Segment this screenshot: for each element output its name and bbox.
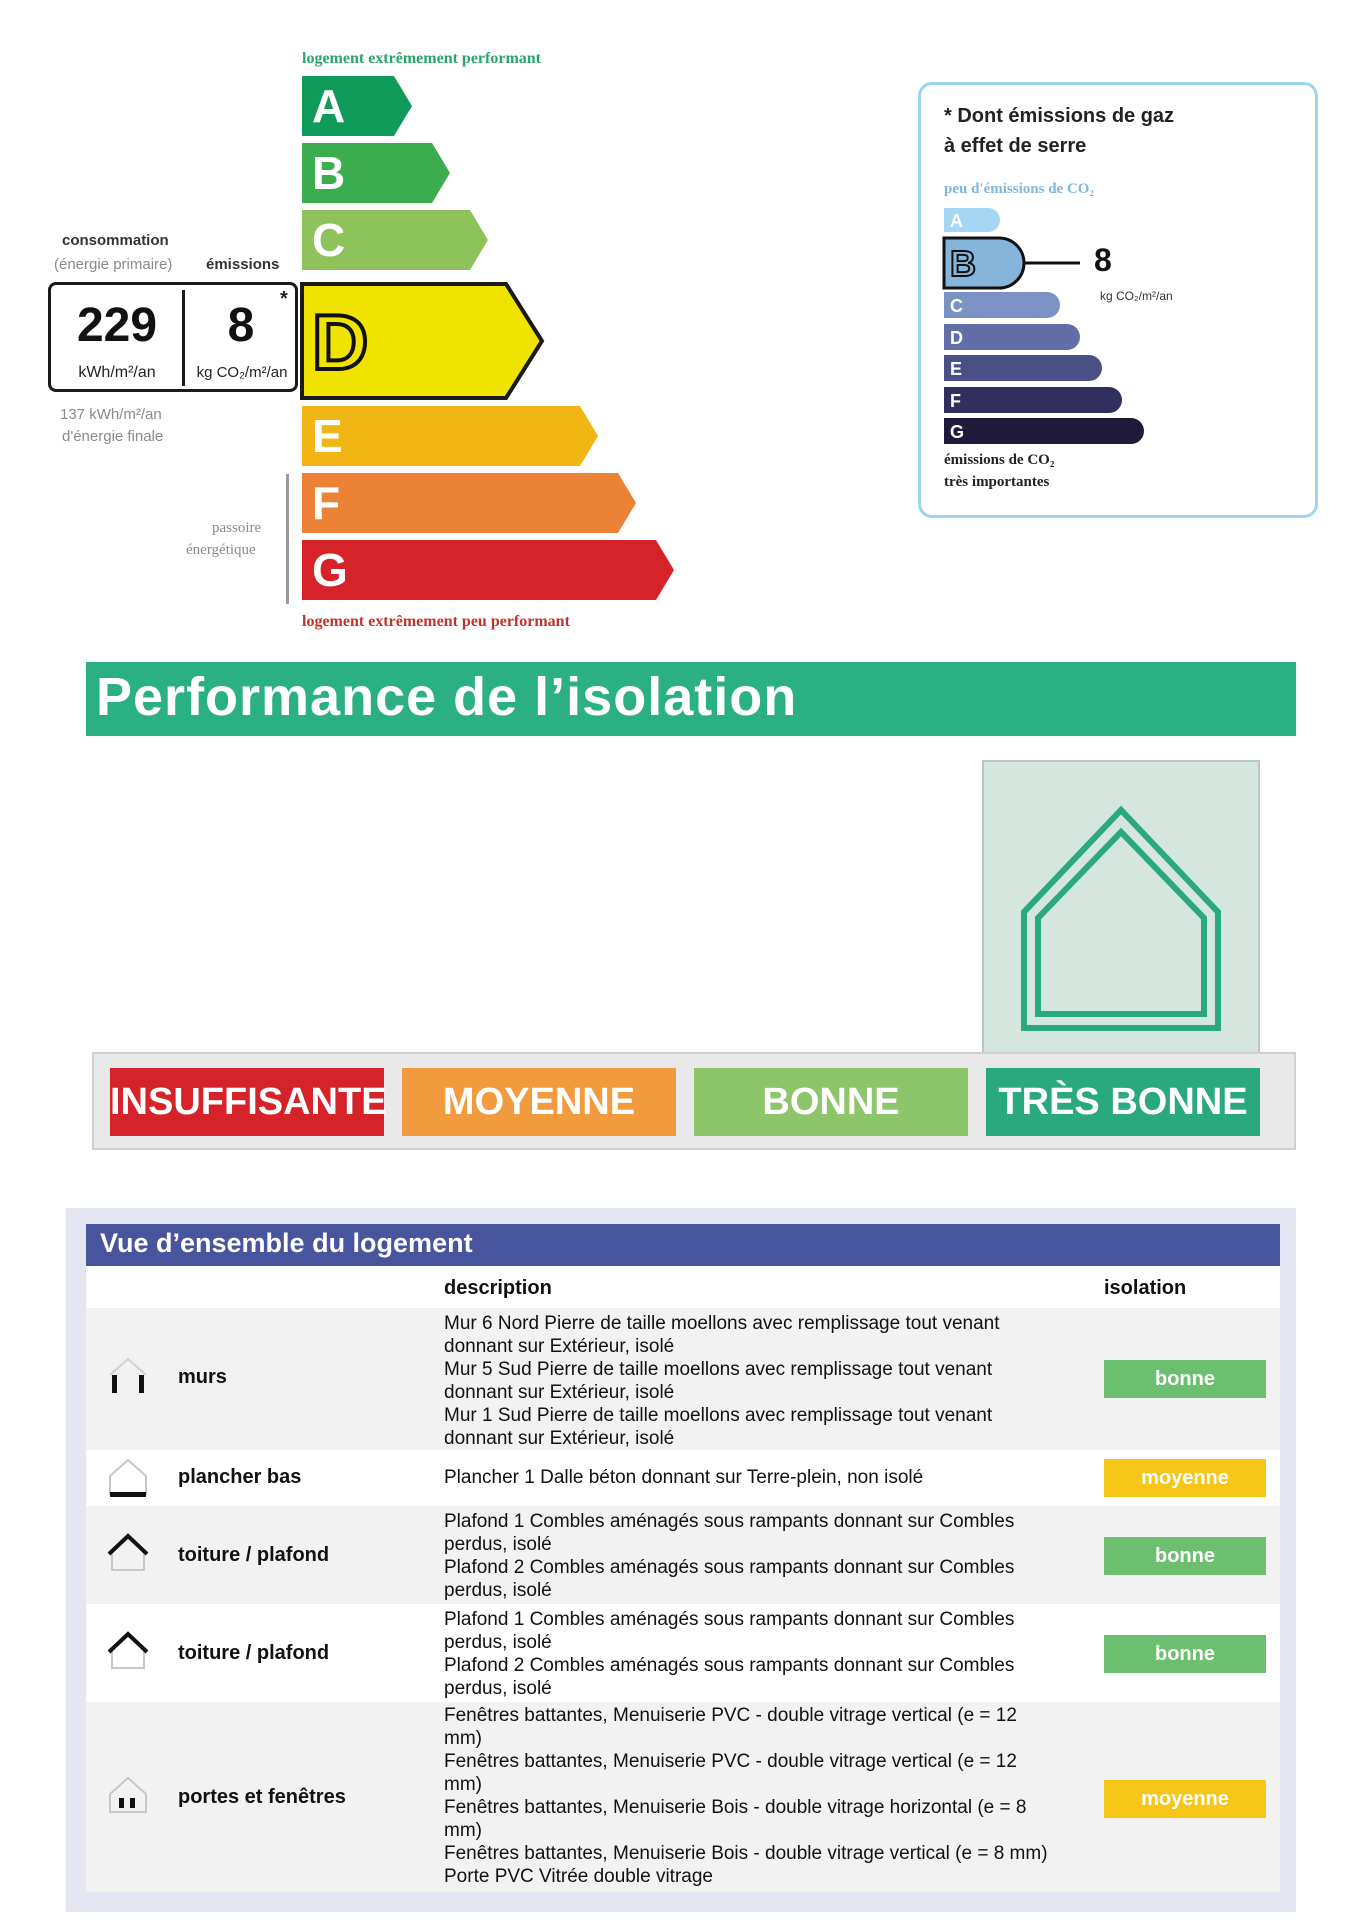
emissions-unit: kg CO₂/m²/an xyxy=(196,364,288,381)
ges-top-caption: peu d'émissions de CO₂ xyxy=(944,181,1094,197)
overview-header xyxy=(86,1224,1280,1266)
ges-title-line1: * Dont émissions de gaz xyxy=(944,105,1175,127)
isolation-badge: bonne xyxy=(1104,1360,1266,1398)
row-description: Fenêtres battantes, Menuiserie PVC - double vitrage vertical (e = 12 mm) Fenêtres battantes, Menuiserie PVC - double vitrage vertical (e = 12 mm) Fenêtres battantes, Menuiserie Bois - double vitrage horizontal (e = 8 mm) Fenêtres battantes, Menuiserie Bois - double vitrage vertical (e = 8 mm) Porte PVC Vitrée double vitrage xyxy=(444,1705,1048,1887)
row-label: portes et fenêtres xyxy=(178,1786,346,1808)
isolation-level-bonne: BONNE xyxy=(694,1068,968,1136)
passoire-bracket xyxy=(286,474,289,604)
house-panel xyxy=(982,760,1260,1060)
dpe-letter-b: B xyxy=(312,147,346,199)
ges-bar-e xyxy=(944,355,1102,381)
ges-letter-g: G xyxy=(950,422,965,442)
isolation-level-tres-bonne: TRÈS BONNE xyxy=(986,1068,1260,1136)
ges-title-line2: à effet de serre xyxy=(944,135,1087,157)
finale-line1: 137 kWh/m²/an xyxy=(60,406,162,423)
house-icon xyxy=(984,762,1258,1058)
passoire-line2: énergétique xyxy=(186,542,256,558)
ges-bar-f xyxy=(944,387,1122,413)
ges-letter-c: C xyxy=(950,296,963,316)
ges-bar-d xyxy=(944,324,1080,350)
consommation-sub: (énergie primaire) xyxy=(54,256,173,273)
table-row xyxy=(86,1450,1280,1506)
ges-unit: kg CO₂/m²/an xyxy=(1100,289,1173,303)
row-label: toiture / plafond xyxy=(178,1642,330,1664)
overview-column-header-row xyxy=(86,1266,1280,1308)
dpe-bottom-caption: logement extrêmement peu performant xyxy=(302,613,570,630)
row-description: Mur 6 Nord Pierre de taille moellons avec remplissage tout venant donnant sur Extérieur, isolé Mur 5 Sud Pierre de taille moellons avec remplissage tout venant donnant sur Extérieur, isolé Mur 1 Sud Pierre de taille moellons avec remplissage tout venant donnant sur Extérieur, isolé xyxy=(444,1313,1000,1449)
ges-letter-e: E xyxy=(950,359,963,379)
asterisk: * xyxy=(280,288,288,310)
dpe-letter-d: D xyxy=(312,298,369,386)
overview-title: Vue d’ensemble du logement xyxy=(100,1228,473,1258)
row-description: Plafond 1 Combles aménagés sous rampants donnant sur Combles perdus, isolé Plafond 2 Combles aménagés sous rampants donnant sur Combles perdus, isolé xyxy=(444,1511,1015,1601)
ges-letter-a: A xyxy=(950,211,963,231)
row-label: plancher bas xyxy=(178,1466,302,1488)
dpe-top-caption: logement extrêmement performant xyxy=(302,50,542,67)
emissions-label: émissions xyxy=(206,256,280,273)
ges-letter-b: B xyxy=(950,243,976,284)
isolation-badge: bonne xyxy=(1104,1537,1266,1575)
finale-line2: d'énergie finale xyxy=(62,428,164,445)
ges-letter-f: F xyxy=(950,391,961,411)
ges-value: 8 xyxy=(1094,242,1112,278)
isolation-badge: moyenne xyxy=(1104,1459,1266,1497)
ges-letter-d: D xyxy=(950,328,963,348)
table-row xyxy=(86,1702,1280,1892)
isolation-badge: moyenne xyxy=(1104,1780,1266,1818)
row-label: toiture / plafond xyxy=(178,1544,330,1566)
roof-icon xyxy=(106,1630,150,1674)
table-row xyxy=(86,1308,1280,1450)
isolation-badge: bonne xyxy=(1104,1635,1266,1673)
column-isolation: isolation xyxy=(1104,1277,1187,1299)
column-description: description xyxy=(444,1277,552,1299)
table-row xyxy=(86,1604,1280,1702)
dpe-bar-g xyxy=(302,540,674,600)
isolation-level-insuffisante: INSUFFISANTE xyxy=(110,1068,384,1136)
wall-icon xyxy=(106,1355,150,1399)
emissions-value: 8 xyxy=(227,299,255,352)
dpe-letter-e: E xyxy=(312,410,343,462)
row-description: Plancher 1 Dalle béton donnant sur Terre-plein, non isolé xyxy=(444,1467,924,1488)
table-row xyxy=(86,1506,1280,1604)
passoire-line1: passoire xyxy=(212,520,262,536)
consommation-unit: kWh/m²/an xyxy=(78,364,156,381)
floor-icon xyxy=(106,1456,150,1500)
consommation-value: 229 xyxy=(76,299,158,352)
dpe-bar-e xyxy=(302,406,598,466)
dpe-letter-f: F xyxy=(312,477,341,529)
isolation-header xyxy=(86,662,1296,736)
row-description: Plafond 1 Combles aménagés sous rampants donnant sur Combles perdus, isolé Plafond 2 Combles aménagés sous rampants donnant sur Combles perdus, isolé xyxy=(444,1609,1015,1699)
ges-bottom-line1: émissions de CO₂ xyxy=(944,452,1055,468)
dpe-letter-c: C xyxy=(312,214,346,266)
consommation-label: consommation xyxy=(62,232,169,249)
dpe-bar-f xyxy=(302,473,636,533)
dpe-scale xyxy=(290,70,770,610)
isolation-title: Performance de l’isolation xyxy=(96,667,798,727)
consumption-divider xyxy=(182,290,185,386)
dpe-letter-a: A xyxy=(312,80,346,132)
isolation-level-moyenne: MOYENNE xyxy=(402,1068,676,1136)
dpe-letter-g: G xyxy=(312,544,348,596)
ges-scale xyxy=(940,200,1240,450)
window-icon xyxy=(106,1774,150,1818)
roof-icon xyxy=(106,1532,150,1576)
row-label: murs xyxy=(178,1366,227,1388)
ges-bottom-line2: très importantes xyxy=(944,474,1050,490)
ges-bar-g xyxy=(944,418,1144,444)
